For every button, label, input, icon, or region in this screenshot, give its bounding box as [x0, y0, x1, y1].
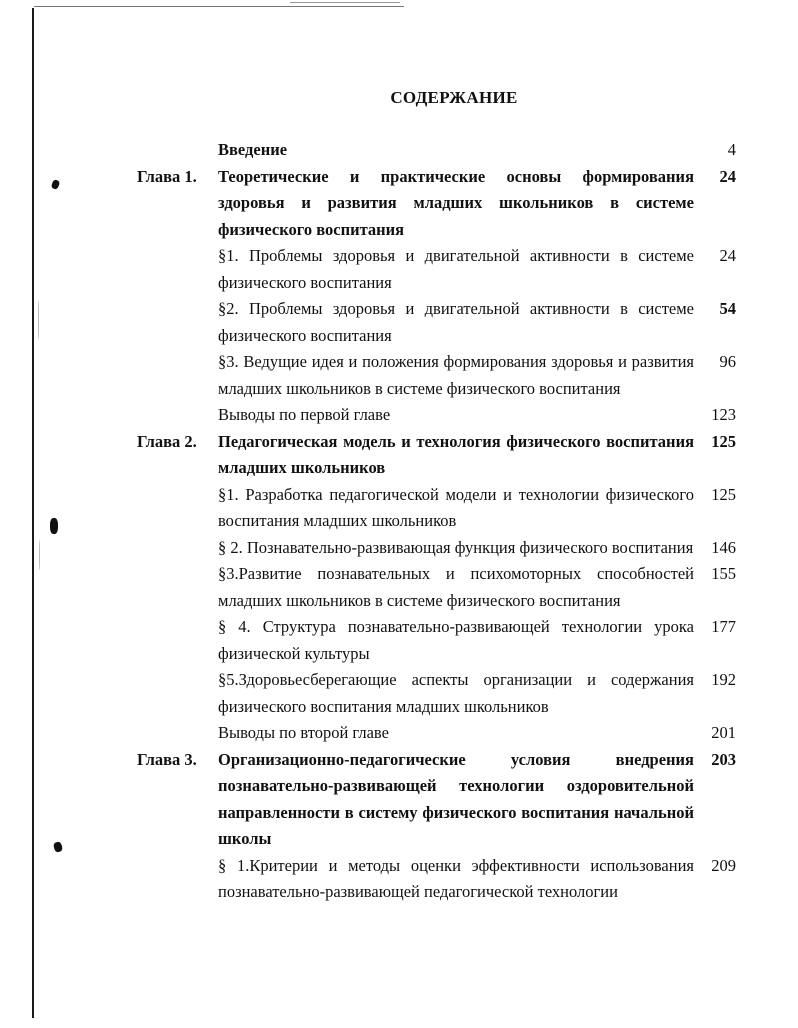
toc-entry [0, 535, 798, 562]
toc-entry [0, 614, 798, 667]
toc-page-number: 146 [711, 537, 736, 557]
toc-entry [0, 296, 798, 349]
toc-entry-title: Выводы по второй главе [218, 723, 389, 742]
toc-entry-title: §2. Проблемы здоровья и двигательной активности в системе физического воспитания [218, 299, 694, 345]
table-of-contents [0, 137, 798, 906]
toc-page-number: 96 [719, 352, 736, 371]
toc-page-number: 177 [711, 617, 736, 636]
scan-artifact [290, 2, 400, 3]
toc-entry-title: Педагогическая модель и технология физического воспитания младших школьников [218, 431, 694, 477]
scan-artifact [34, 6, 404, 7]
toc-entry-title: §1. Проблемы здоровья и двигательной активности в системе физического воспитания [218, 246, 694, 292]
toc-entry-title: Введение [218, 140, 288, 159]
toc-entry-title: § 4. Структура познавательно-развивающей технологии урока физической культуры [218, 617, 694, 663]
toc-entry-title: §1. Разработка педагогической модели и технологии физического воспитания младших школьников [218, 484, 694, 530]
toc-entry-title: §5.Здоровьесберегающие аспекты организации и содержания физического воспитания младших школьников [218, 670, 694, 716]
toc-entry [0, 747, 798, 853]
toc-entry-title: § 1.Критерии и методы оценки эффективности использования познавательно-развивающей педагогической технологии [218, 855, 694, 901]
toc-entry-title: § 2. Познавательно-развивающая функция физического воспитания [218, 537, 694, 557]
toc-entry [0, 429, 798, 482]
toc-entry-title: §3.Развитие познавательных и психомоторных способностей младших школьников в системе физического воспитания [218, 564, 694, 610]
toc-entry-title: Выводы по первой главе [218, 405, 391, 424]
toc-entry [0, 349, 798, 402]
toc-entry [0, 853, 798, 906]
toc-page-number: 54 [719, 299, 736, 318]
toc-page-number: 203 [711, 749, 736, 769]
toc-entry [0, 402, 798, 429]
toc-entry [0, 243, 798, 296]
toc-page-number: 4 [727, 140, 736, 159]
chapter-label: Глава 1. [137, 166, 197, 186]
toc-page-number: 24 [719, 166, 736, 186]
toc-entry-title: §3. Ведущие идея и положения формирования здоровья и развития младших школьников в системе физического воспитания [218, 352, 694, 398]
toc-page-number: 192 [711, 670, 736, 689]
toc-entry [0, 667, 798, 720]
toc-entry-title: Организационно-педагогические условия внедрения познавательно-развивающей технологии оздоровительной направленности в систему физического воспитания начальной школы [218, 749, 694, 848]
chapter-label: Глава 2. [137, 431, 197, 451]
page-title: СОДЕРЖАНИЕ [390, 88, 518, 107]
toc-page-number: 209 [711, 855, 736, 875]
toc-page-number: 125 [711, 431, 736, 451]
toc-page-number: 123 [711, 405, 736, 424]
toc-page-number: 155 [711, 564, 736, 583]
toc-page-number: 24 [719, 246, 736, 265]
toc-page-number: 125 [711, 484, 736, 504]
toc-entry [0, 137, 798, 164]
toc-page-number: 201 [711, 723, 736, 742]
chapter-label: Глава 3. [137, 749, 197, 769]
toc-entry [0, 482, 798, 535]
toc-entry [0, 561, 798, 614]
toc-entry [0, 720, 798, 747]
toc-entry-title: Теоретические и практические основы формирования здоровья и развития младших школьников в системе физического воспитания [218, 166, 694, 239]
toc-entry [0, 164, 798, 244]
